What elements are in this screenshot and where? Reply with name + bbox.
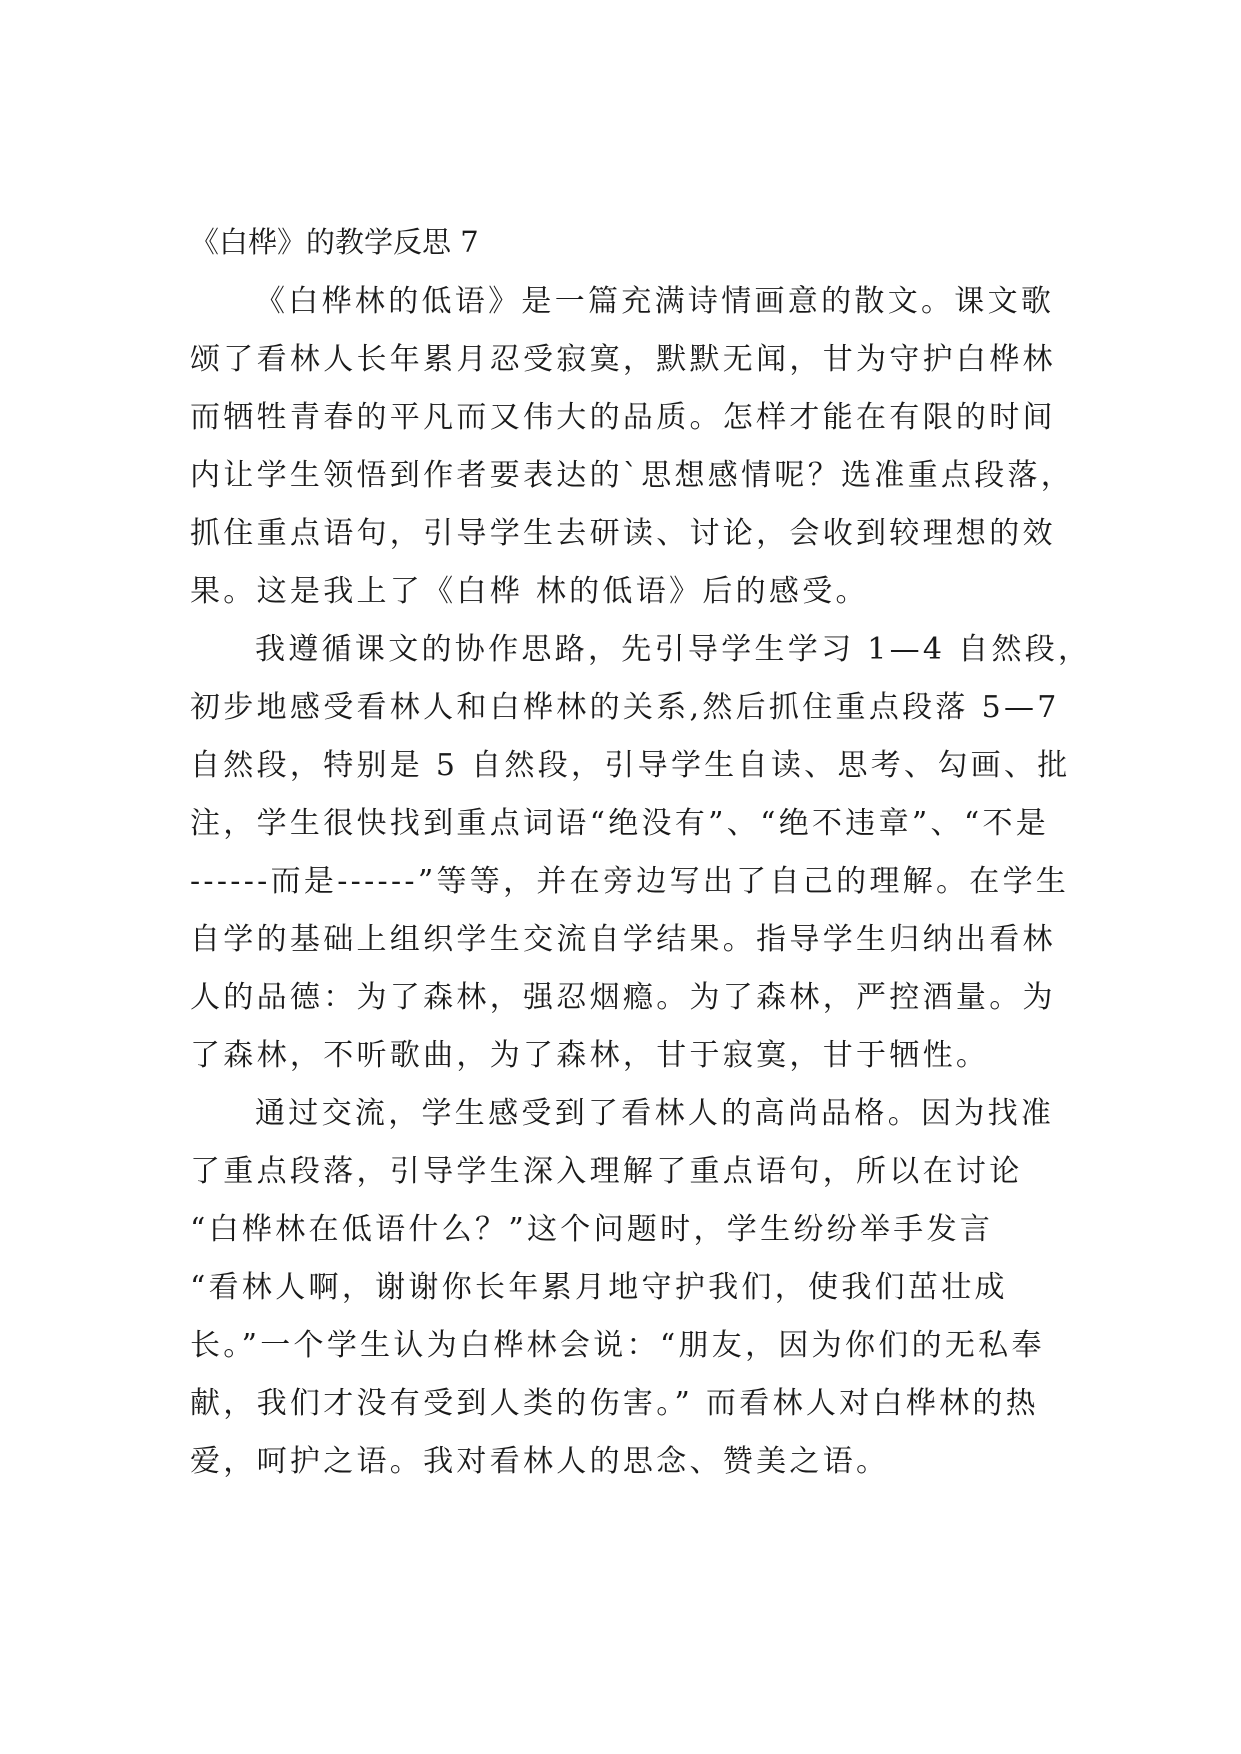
paragraph-2-line-4: 注，学生很快找到重点词语“绝没有”、“绝不违章”、“不是 <box>190 806 1050 841</box>
paragraph-2-line-7: 人的品德：为了森林，强忍烟瘾。为了森林，严控酒量。为 <box>190 980 1056 1015</box>
paragraph-3-line-7: 爱，呵护之语。我对看林人的思念、赞美之语。 <box>190 1444 890 1479</box>
paragraph-2-line-5: ------而是------”等等，并在旁边写出了自己的理解。在学生 <box>190 864 1070 899</box>
paragraph-3-line-3: “白桦林在低语什么？”这个问题时，学生纷纷举手发言 <box>190 1212 994 1247</box>
paragraph-3-line-6: 献，我们才没有受到人类的伤害。” 而看林人对白桦林的热 <box>190 1386 1039 1421</box>
paragraph-1-line-1: 《白桦林的低语》是一篇充满诗情画意的散文。课文歌 <box>255 284 1055 319</box>
paragraph-1-line-2: 颂了看林人长年累月忍受寂寞，默默无闻，甘为守护白桦林 <box>190 342 1056 377</box>
paragraph-1-line-3: 而牺牲青春的平凡而又伟大的品质。怎样才能在有限的时间 <box>190 400 1056 435</box>
paragraph-3-line-4: “看林人啊，谢谢你长年累月地守护我们，使我们茁壮成 <box>190 1270 1008 1305</box>
paragraph-2-line-2: 初步地感受看林人和白桦林的关系,然后抓住重点段落 5—7 <box>190 690 1060 725</box>
document-title: 《白桦》的教学反思 7 <box>190 225 479 259</box>
paragraph-2-line-6: 自学的基础上组织学生交流自学结果。指导学生归纳出看林 <box>190 922 1056 957</box>
paragraph-1-line-4: 内让学生领悟到作者要表达的`思想感情呢？选准重点段落， <box>190 458 1075 493</box>
paragraph-1-line-5: 抓住重点语句，引导学生去研读、讨论，会收到较理想的效 <box>190 516 1056 551</box>
paragraph-1-line-6: 果。这是我上了《白桦 林的低语》后的感受。 <box>190 574 869 609</box>
paragraph-3-line-2: 了重点段落，引导学生深入理解了重点语句，所以在讨论 <box>190 1154 1023 1189</box>
paragraph-2-line-8: 了森林，不听歌曲，为了森林，甘于寂寞，甘于牺性。 <box>190 1038 990 1073</box>
paragraph-3-line-1: 通过交流，学生感受到了看林人的高尚品格。因为找准 <box>255 1096 1055 1131</box>
paragraph-3-line-5: 长。”一个学生认为白桦林会说：“朋友，因为你们的无私奉 <box>190 1328 1045 1363</box>
paragraph-2-line-3: 自然段，特别是 5 自然段，引导学生自读、思考、勾画、批 <box>190 748 1071 783</box>
paragraph-2-line-1: 我遵循课文的协作思路，先引导学生学习 1—4 自然段， <box>255 632 1092 667</box>
